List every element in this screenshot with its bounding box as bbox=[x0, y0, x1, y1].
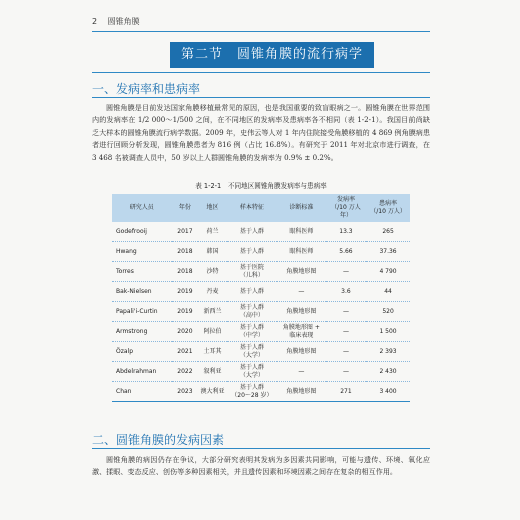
table-cell: Godefrooij bbox=[112, 222, 172, 242]
table-cell: — bbox=[277, 362, 326, 382]
table-cell: 韩国 bbox=[198, 242, 227, 262]
table-cell: 2022 bbox=[172, 362, 199, 382]
table-row bbox=[112, 362, 410, 382]
paragraph-incidence: 圆锥角膜是目前发达国家角膜移植最常见的原因，也是我国重要的致盲眼病之一。圆锥角膜在世界范围内的发病率在 1/2 000～1/500 之间，在不同地区的发病率及患病率各不相同（表 1-2-1）。我国目前尚缺乏大样本的圆锥角膜流行病学数据。2009 年，史伟云等人对 1 年内住院接受角膜移植的 4 869 例角膜病患者进行回顾分析发现，圆锥角膜患者为 816 例（占比 16.8%）。有研究于 2011 年对北京市进行调查，在 3 468 名被调查人员中，50 岁以上人群圆锥角膜的发病率为 0.9% ± 0.2%。 bbox=[92, 103, 430, 162]
table-cell: — bbox=[326, 322, 366, 342]
table-cell: 角膜地形图 + 临床表现 bbox=[277, 322, 326, 342]
table-cell: 2018 bbox=[172, 242, 199, 262]
table-cell: 新西兰 bbox=[198, 302, 227, 322]
book-title: 圆锥角膜 bbox=[107, 17, 140, 26]
table-cell: — bbox=[277, 282, 326, 302]
section-title-rule bbox=[92, 72, 430, 73]
table-cell: 丹麦 bbox=[198, 282, 227, 302]
table-cell: 基于人群 bbox=[227, 242, 277, 262]
table-cell: 角膜地形图 bbox=[277, 302, 326, 322]
heading-factors-rule bbox=[92, 448, 430, 449]
table-cell: 2023 bbox=[172, 382, 199, 402]
table-cell: 520 bbox=[366, 302, 410, 322]
table-cell: 基于人群 （20～28 岁） bbox=[227, 382, 277, 402]
col-header: 样本特征 bbox=[227, 194, 277, 222]
table-cell: 3.6 bbox=[326, 282, 366, 302]
table-row bbox=[112, 342, 410, 362]
table-cell: — bbox=[326, 342, 366, 362]
table-cell: 2020 bbox=[172, 322, 199, 342]
table-cell: 基于人群 （大学） bbox=[227, 342, 277, 362]
table-cell: 2018 bbox=[172, 262, 199, 282]
heading-factors: 二、圆锥角膜的发病因素 bbox=[92, 433, 225, 447]
table-cell: 5.66 bbox=[326, 242, 366, 262]
col-header: 研究人员 bbox=[112, 194, 172, 222]
table-cell: Abdelrahman bbox=[112, 362, 172, 382]
table-cell: 3 400 bbox=[366, 382, 410, 402]
table-cell: Torres bbox=[112, 262, 172, 282]
table-cell: — bbox=[326, 362, 366, 382]
table-cell: 1 500 bbox=[366, 322, 410, 342]
table-cell: 沙特 bbox=[198, 262, 227, 282]
table-header-row bbox=[112, 194, 410, 222]
table-cell: 澳大利亚 bbox=[198, 382, 227, 402]
table-cell: Özalp bbox=[112, 342, 172, 362]
table-cell: 土耳其 bbox=[198, 342, 227, 362]
table-cell: 角膜地形图 bbox=[277, 262, 326, 282]
table-cell: 271 bbox=[326, 382, 366, 402]
table-cell: 2019 bbox=[172, 302, 199, 322]
table-row bbox=[112, 242, 410, 262]
incidence-table bbox=[112, 194, 410, 402]
table-row bbox=[112, 282, 410, 302]
table-cell: 阿拉伯 bbox=[198, 322, 227, 342]
col-header: 患病率 （/10 万人） bbox=[366, 194, 410, 222]
table-cell: 基于医院 （儿科） bbox=[227, 262, 277, 282]
table-cell: 荷兰 bbox=[198, 222, 227, 242]
table-cell: Hwang bbox=[112, 242, 172, 262]
table-cell: 基于人群 （大学） bbox=[227, 362, 277, 382]
table-caption: 表 1-2-1 不同地区圆锥角膜发病率与患病率 bbox=[195, 182, 327, 190]
table-row bbox=[112, 262, 410, 282]
table-cell: 2021 bbox=[172, 342, 199, 362]
table-cell: 角膜地形图 bbox=[277, 382, 326, 402]
table-cell: 眼科医师 bbox=[277, 242, 326, 262]
table-cell: 基于人群 （高中） bbox=[227, 302, 277, 322]
table-cell: 叙利亚 bbox=[198, 362, 227, 382]
col-header: 地区 bbox=[198, 194, 227, 222]
table-cell: 2019 bbox=[172, 282, 199, 302]
running-header bbox=[92, 16, 140, 27]
table-cell: 44 bbox=[366, 282, 410, 302]
table-cell: 角膜地形图 bbox=[277, 342, 326, 362]
table-cell: — bbox=[326, 302, 366, 322]
table-cell: 2 430 bbox=[366, 362, 410, 382]
table-row bbox=[112, 322, 410, 342]
col-header: 年份 bbox=[172, 194, 199, 222]
table-cell: 37.36 bbox=[366, 242, 410, 262]
table-cell: Bak-Nielsen bbox=[112, 282, 172, 302]
table-cell: Chan bbox=[112, 382, 172, 402]
table-cell: Armstrong bbox=[112, 322, 172, 342]
table-row bbox=[112, 302, 410, 322]
section-title: 第二节 圆锥角膜的流行病学 bbox=[180, 47, 363, 62]
col-header: 诊断标准 bbox=[277, 194, 326, 222]
heading-incidence: 一、发病率和患病率 bbox=[92, 82, 201, 96]
page-number: 2 bbox=[92, 17, 98, 26]
table-row bbox=[112, 382, 410, 402]
section-title-band bbox=[170, 42, 374, 68]
table-cell: 基于人群 （中学） bbox=[227, 322, 277, 342]
header-rule bbox=[92, 31, 430, 32]
table-row bbox=[112, 222, 410, 242]
table-cell: 基于人群 bbox=[227, 222, 277, 242]
table-cell: Papali'i-Curtin bbox=[112, 302, 172, 322]
table-cell: 基于人群 bbox=[227, 282, 277, 302]
table-cell: — bbox=[326, 262, 366, 282]
table-cell: 13.3 bbox=[326, 222, 366, 242]
paragraph-factors: 圆锥角膜的病因仍存在争议，大部分研究表明其发病为多因素共同影响，可能与遗传、环境、氧化应激、揉眼、变态反应、创伤等多种因素相关，并且遗传因素和环境因素之间存在复杂的相互作用。 bbox=[92, 455, 430, 477]
heading-incidence-rule bbox=[92, 97, 430, 98]
col-header: 发病率 （/10 万人年） bbox=[326, 194, 366, 222]
table-cell: 4 790 bbox=[366, 262, 410, 282]
table-cell: 眼科医师 bbox=[277, 222, 326, 242]
table-cell: 265 bbox=[366, 222, 410, 242]
table-cell: 2 393 bbox=[366, 342, 410, 362]
table-cell: 2017 bbox=[172, 222, 199, 242]
